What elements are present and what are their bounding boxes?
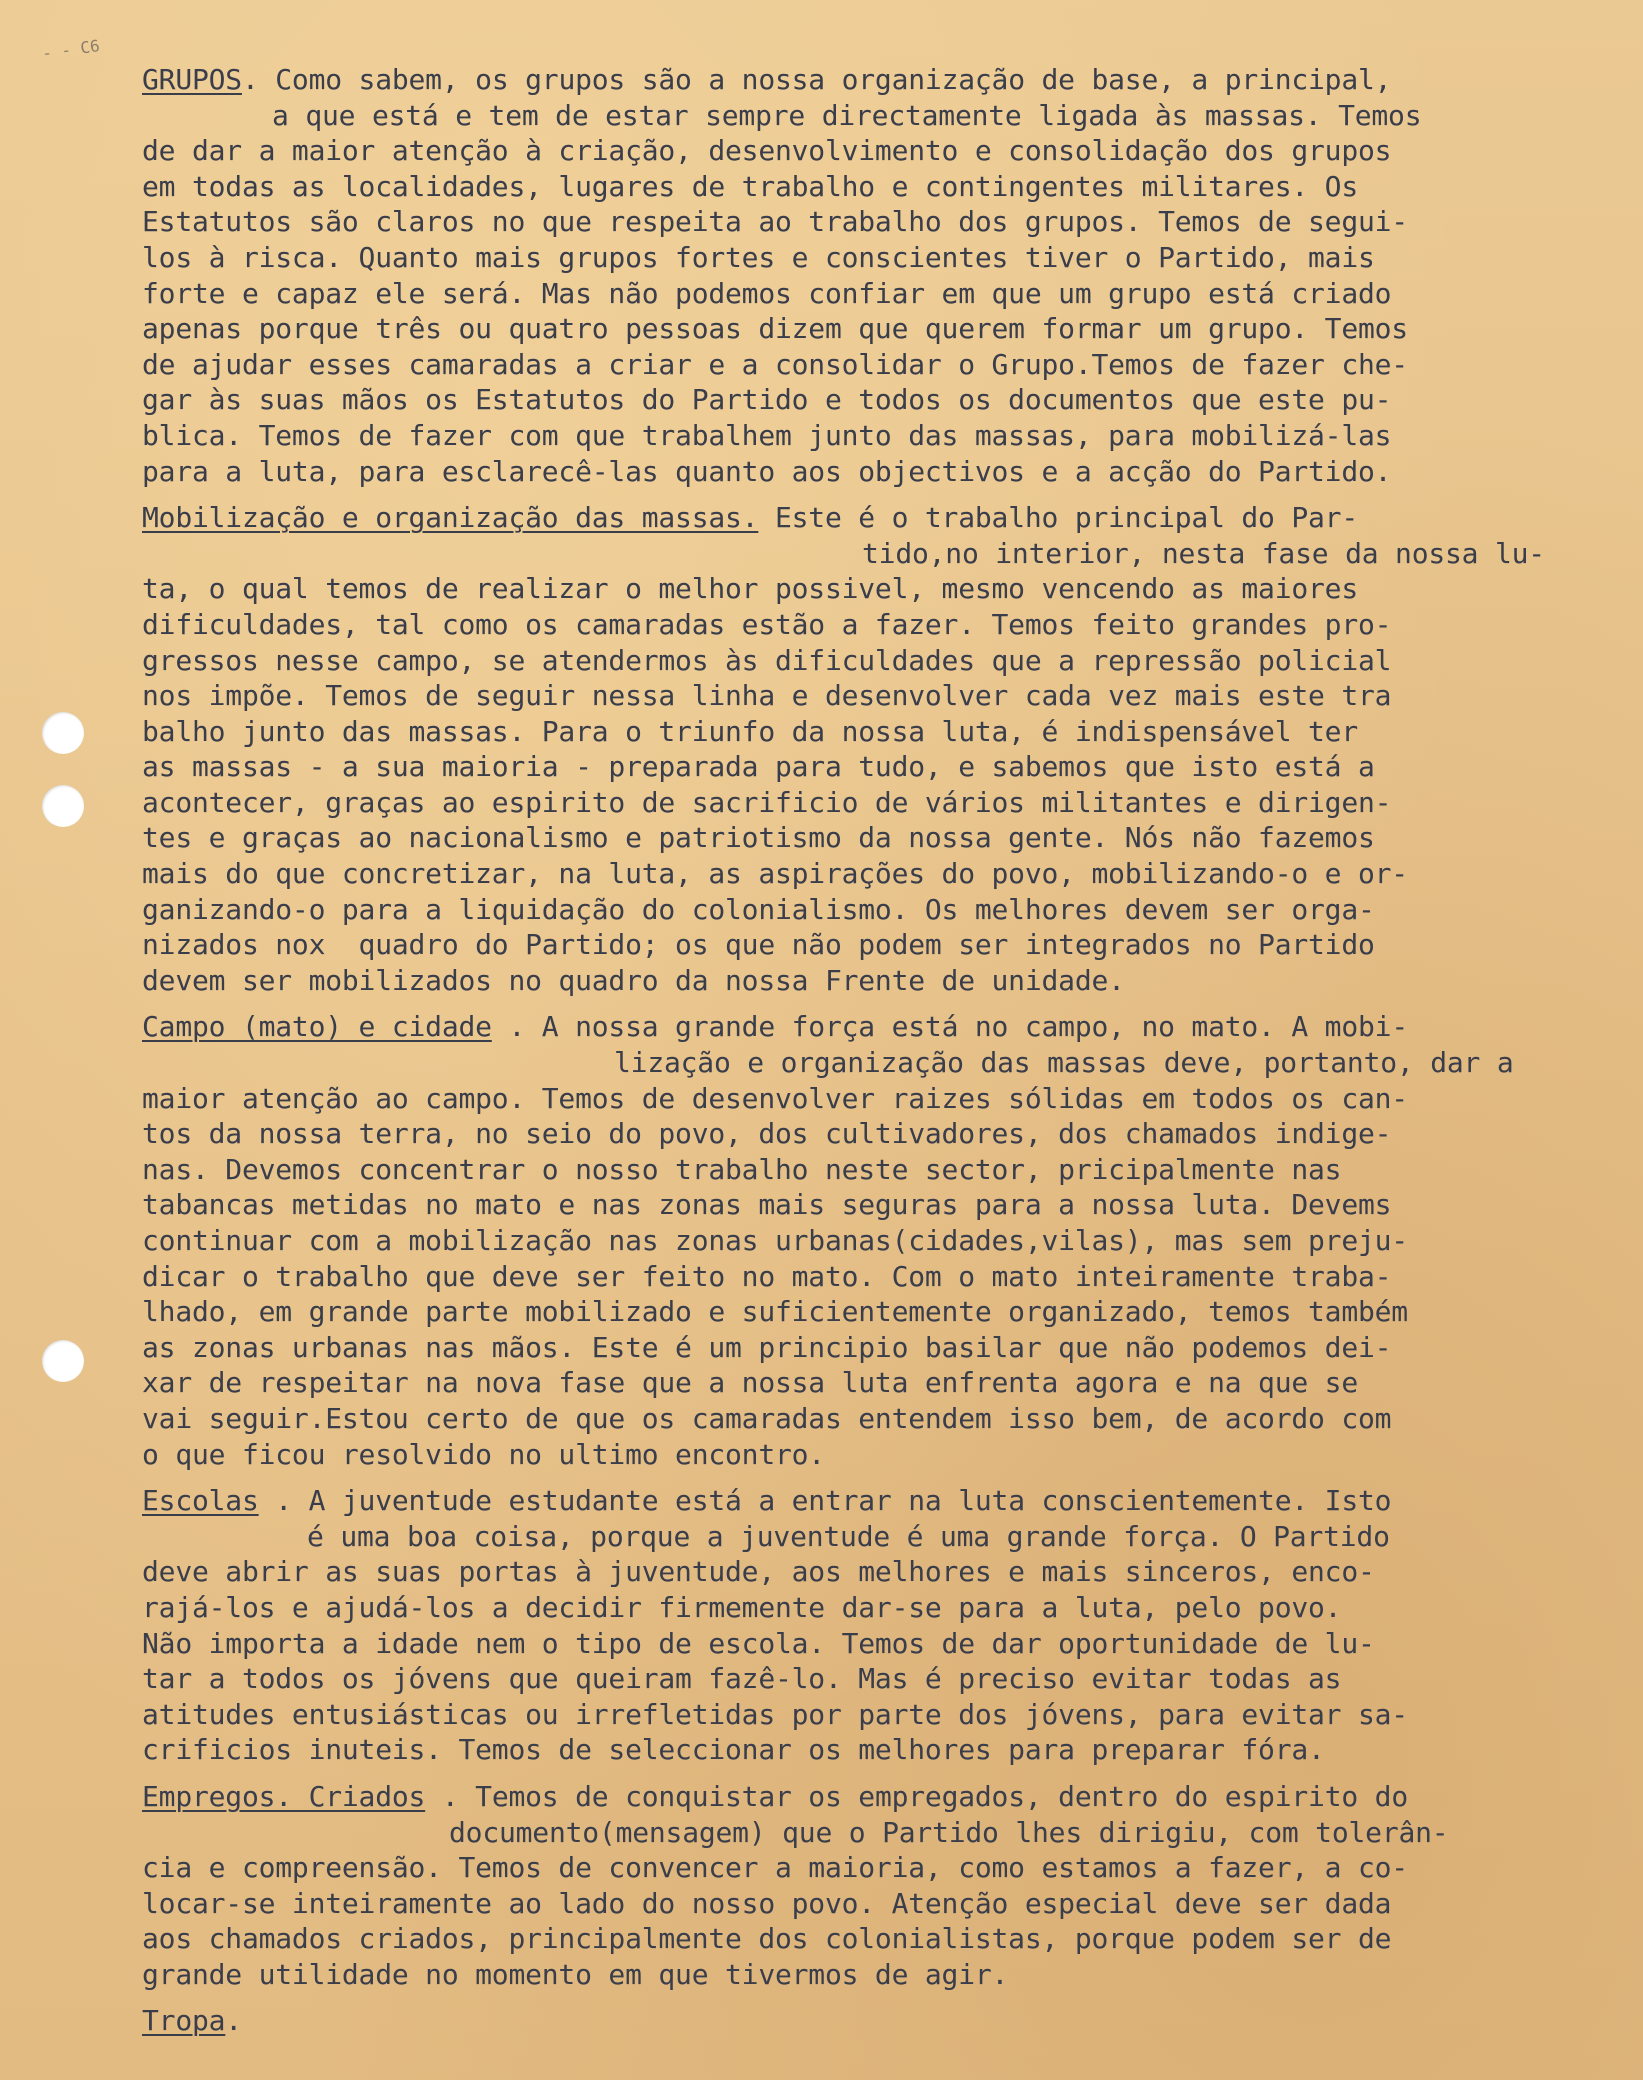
- text-line: dificuldades, tal como os camaradas estão a fazer. Temos feito grandes pro-: [142, 607, 1392, 641]
- text-line: ganizando-o para a liquidação do colonialismo. Os melhores devem ser orga-: [142, 892, 1375, 926]
- text-line: locar-se inteiramente ao lado do nosso povo. Atenção especial deve ser dada: [142, 1886, 1392, 1920]
- section-heading: Mobilização e organização das massas.: [142, 501, 759, 535]
- text-line: acontecer, graças ao espirito de sacrificio de vários militantes e dirigen-: [142, 785, 1392, 819]
- section-heading: Escolas: [142, 1484, 259, 1518]
- section-heading: GRUPOS: [142, 63, 242, 96]
- text-line: mais do que concretizar, na luta, as aspirações do povo, mobilizando-o e or-: [142, 857, 1408, 891]
- text-line: as massas - a sua maioria - preparada para tudo, e sabemos que isto está a: [142, 750, 1375, 784]
- section-mobilizacao: [142, 500, 1632, 998]
- text-line: Estatutos são claros no que respeita ao trabalho dos grupos. Temos de segui-: [142, 205, 1408, 239]
- text-line: blica. Temos de fazer com que trabalhem junto das massas, para mobilizá-las: [142, 418, 1392, 452]
- text-line: crificios inuteis. Temos de seleccionar os melhores para preparar fóra.: [142, 1733, 1325, 1767]
- punch-hole-bottom: [42, 1340, 84, 1382]
- text-line: dicar o trabalho que deve ser feito no mato. Com o mato inteiramente traba-: [142, 1259, 1392, 1293]
- text-line: grande utilidade no momento em que tivermos de agir.: [142, 1957, 1009, 1991]
- section-first-line-text: .: [225, 2004, 242, 2038]
- text-line: continuar com a mobilização nas zonas urbanas(cidades,vilas), mas sem preju-: [142, 1224, 1408, 1257]
- section-first-line-text: Este é o trabalho principal do Par-: [758, 501, 1358, 535]
- text-line: forte e capaz ele será. Mas não podemos confiar em que um grupo está criado: [142, 276, 1392, 310]
- section-empregos-criados: [142, 1779, 1632, 1993]
- text-line: de ajudar esses camaradas a criar e a consolidar o Grupo.Temos de fazer che-: [142, 347, 1408, 381]
- text-line: o que ficou resolvido no ultimo encontro.: [142, 1437, 825, 1471]
- section-first-line-text: . Como sabem, os grupos são a nossa organização de base, a principal,: [241, 63, 1392, 96]
- section-first-line-text: . Temos de conquistar os empregados, dentro do espirito do: [425, 1779, 1408, 1813]
- text-line: aos chamados criados, principalmente dos colonialistas, porque podem ser de: [142, 1922, 1392, 1956]
- section-heading-line: [142, 1779, 1632, 1815]
- text-line: nas. Devemos concentrar o nosso trabalho neste sector, pricipalmente nas: [142, 1152, 1342, 1186]
- section-escolas: [142, 1483, 1632, 1768]
- text-line: tido,no interior, nesta fase da nossa lu-: [862, 536, 1545, 570]
- section-heading-line: [142, 1483, 1632, 1519]
- section-first-line-text: . A juventude estudante está a entrar na luta conscientemente. Isto: [258, 1484, 1392, 1518]
- text-line: xar de respeitar na nova fase que a nossa luta enfrenta agora e na que se: [142, 1366, 1358, 1400]
- text-line: tar a todos os jóvens que queiram fazê-lo. Mas é preciso evitar todas as: [142, 1662, 1342, 1696]
- text-line: é uma boa coisa, porque a juventude é uma grande força. O Partido: [307, 1519, 1390, 1553]
- section-heading-line: [142, 500, 1632, 536]
- document-body: [142, 62, 1632, 2050]
- text-line: gressos nesse campo, se atendermos às dificuldades que a repressão policial: [142, 643, 1392, 677]
- text-line: para a luta, para esclarecê-las quanto aos objectivos e a acção do Partido.: [142, 454, 1392, 488]
- text-line: tabancas metidas no mato e nas zonas mais seguras para a nossa luta. Devems: [142, 1188, 1392, 1222]
- section-heading-line: [142, 1009, 1632, 1045]
- section-first-line-text: . A nossa grande força está no campo, no mato. A mobi-: [491, 1010, 1408, 1044]
- section-heading-line: [142, 2003, 1632, 2039]
- text-line: documento(mensagem) que o Partido lhes dirigiu, com tolerân-: [449, 1815, 1449, 1849]
- section-campo-cidade: [142, 1009, 1632, 1472]
- text-line: vai seguir.Estou certo de que os camaradas entendem isso bem, de acordo com: [142, 1401, 1392, 1435]
- text-line: maior atenção ao campo. Temos de desenvolver raizes sólidas em todos os can-: [142, 1081, 1408, 1115]
- text-line: rajá-los e ajudá-los a decidir firmemente dar-se para a luta, pelo povo.: [142, 1590, 1342, 1624]
- text-line: cia e compreensão. Temos de convencer a maioria, como estamos a fazer, a co-: [142, 1851, 1408, 1885]
- punch-hole-middle: [42, 785, 84, 827]
- text-line: a que está e tem de estar sempre directamente ligada às massas. Temos: [272, 98, 1422, 132]
- text-line: de dar a maior atenção à criação, desenvolvimento e consolidação dos grupos: [142, 134, 1392, 168]
- text-line: nos impõe. Temos de seguir nessa linha e desenvolver cada vez mais este tra: [142, 679, 1392, 713]
- text-line: nizados nox quadro do Partido; os que não podem ser integrados no Partido: [142, 928, 1375, 962]
- text-line: as zonas urbanas nas mãos. Este é um principio basilar que não podemos dei-: [142, 1330, 1392, 1364]
- text-line: ta, o qual temos de realizar o melhor possivel, mesmo vencendo as maiores: [142, 572, 1358, 606]
- section-heading: Empregos. Criados: [142, 1779, 426, 1813]
- text-line: em todas as localidades, lugares de trabalho e contingentes militares. Os: [142, 169, 1358, 203]
- text-line: Não importa a idade nem o tipo de escola. Temos de dar oportunidade de lu-: [142, 1626, 1375, 1660]
- text-line: tes e graças ao nacionalismo e patriotismo da nossa gente. Nós não fazemos: [142, 821, 1375, 855]
- text-line: tos da nossa terra, no seio do povo, dos cultivadores, dos chamados indige-: [142, 1117, 1392, 1151]
- text-line: balho junto das massas. Para o triunfo da nossa luta, é indispensável ter: [142, 714, 1358, 748]
- text-line: deve abrir as suas portas à juventude, aos melhores e mais sinceros, enco-: [142, 1555, 1375, 1589]
- section-tropa: [142, 2003, 1632, 2039]
- text-line: gar às suas mãos os Estatutos do Partido e todos os documentos que este pu-: [142, 383, 1392, 417]
- text-line: apenas porque três ou quatro pessoas dizem que querem formar um grupo. Temos: [142, 312, 1408, 346]
- section-heading: Campo (mato) e cidade: [142, 1010, 492, 1044]
- section-heading-line: [142, 62, 1632, 98]
- text-line: lhado, em grande parte mobilizado e suficientemente organizado, temos também: [142, 1295, 1408, 1329]
- corner-handwritten-mark: - - C6: [40, 36, 101, 63]
- section-heading: Tropa: [142, 2004, 226, 2038]
- text-line: atitudes entusiásticas ou irrefletidas por parte dos jóvens, para evitar sa-: [142, 1697, 1408, 1731]
- text-line: los à risca. Quanto mais grupos fortes e conscientes tiver o Partido, mais: [142, 240, 1375, 274]
- text-line: lização e organização das massas deve, portanto, dar a: [614, 1046, 1514, 1080]
- punch-hole-top: [42, 712, 84, 754]
- section-grupos: [142, 62, 1632, 489]
- text-line: devem ser mobilizados no quadro da nossa Frente de unidade.: [142, 963, 1125, 997]
